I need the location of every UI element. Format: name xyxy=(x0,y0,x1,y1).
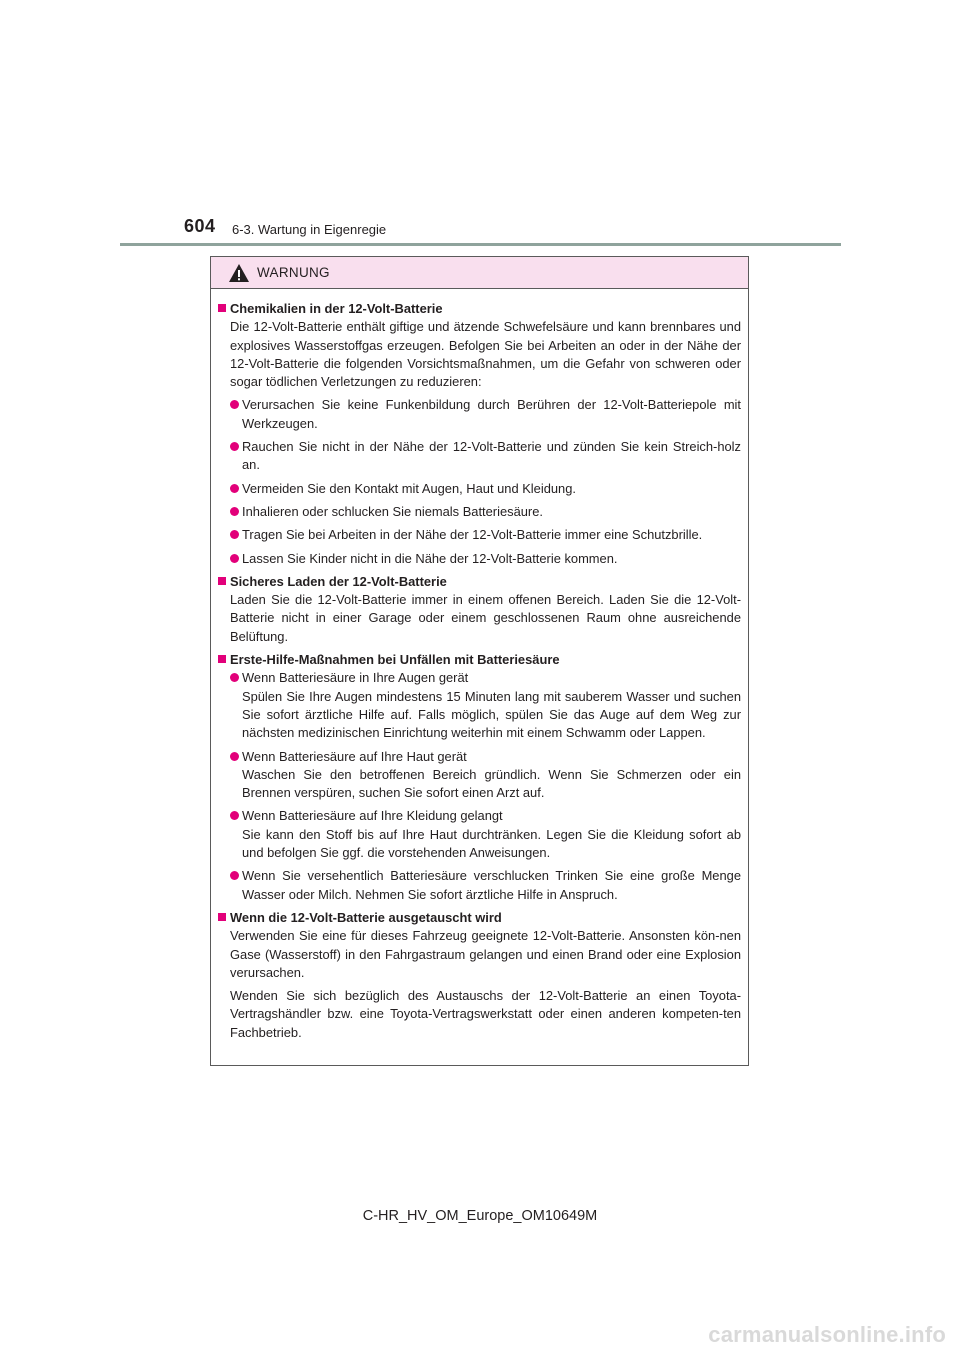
square-bullet-icon xyxy=(218,655,226,663)
round-bullet-icon xyxy=(230,752,239,761)
round-bullet-icon xyxy=(230,442,239,451)
list-item-body xyxy=(242,438,741,475)
warning-topic xyxy=(218,300,741,568)
warning-label: WARNUNG xyxy=(257,265,330,280)
round-bullet-icon xyxy=(230,400,239,409)
square-bullet-icon xyxy=(218,577,226,585)
watermark: carmanualsonline.info xyxy=(708,1322,946,1347)
square-bullet-icon xyxy=(218,913,226,921)
list-item-text: Tragen Sie bei Arbeiten in der Nähe der 12-Volt-Batterie immer eine Schutzbrille. xyxy=(242,527,703,543)
topic-title: Erste-Hilfe-Maßnahmen bei Unfällen mit Batteriesäure xyxy=(230,652,560,668)
list-item-body xyxy=(242,503,741,521)
list-item xyxy=(218,867,741,904)
topic-heading xyxy=(218,651,741,669)
list-item-body xyxy=(242,669,741,742)
list-item xyxy=(218,550,741,568)
topic-title: Sicheres Laden der 12-Volt-Batterie xyxy=(230,573,447,589)
round-bullet-icon xyxy=(230,554,239,563)
list-item-heading: Wenn Batteriesäure auf Ihre Haut gerät xyxy=(242,748,467,764)
list-item-text: Inhalieren oder schlucken Sie niemals Batteriesäure. xyxy=(242,503,543,519)
list-item xyxy=(218,526,741,544)
round-bullet-icon xyxy=(230,484,239,493)
round-bullet-icon xyxy=(230,530,239,539)
list-item-text: Wenn Sie versehentlich Batteriesäure verschlucken Trinken Sie eine große Menge Wasser oder Milch. Nehmen Sie sofort ärztliche Hilfe in Anspruch. xyxy=(242,868,741,902)
list-item-body xyxy=(242,526,741,544)
list-item-text: Rauchen Sie nicht in der Nähe der 12-Volt-Batterie und zünden Sie kein Streich-holz an. xyxy=(242,439,741,473)
warning-topic xyxy=(218,909,741,1042)
round-bullet-icon xyxy=(230,871,239,880)
round-bullet-icon xyxy=(230,811,239,820)
topic-heading xyxy=(218,909,741,927)
list-item-heading: Wenn Batteriesäure in Ihre Augen gerät xyxy=(242,670,469,686)
list-item-text: Sie kann den Stoff bis auf Ihre Haut durchtränken. Legen Sie die Kleidung sofort ab und befolgen Sie ggf. die vorstehenden Anweisungen. xyxy=(242,826,741,861)
warning-topic xyxy=(218,651,741,904)
list-item-body xyxy=(242,550,741,568)
header-rule xyxy=(120,243,841,246)
list-item-body xyxy=(242,748,741,803)
list-item-text: Verursachen Sie keine Funkenbildung durch Berühren der 12-Volt-Batteriepole mit Werkzeugen. xyxy=(242,397,741,431)
topic-heading xyxy=(218,300,741,318)
list-item xyxy=(218,438,741,475)
topic-paragraph: Laden Sie die 12-Volt-Batterie immer in einem offenen Bereich. Laden Sie die 12-Volt-Batterie nicht in einer Garage oder einem geschlossenen Raum ohne ausreichende Belüftung. xyxy=(230,592,741,644)
topic-title: Chemikalien in der 12-Volt-Batterie xyxy=(230,301,443,316)
list-item-heading: Wenn Batteriesäure auf Ihre Kleidung gelangt xyxy=(242,808,503,824)
topic-title: Wenn die 12-Volt-Batterie ausgetauscht wird xyxy=(230,909,502,925)
list-item xyxy=(218,480,741,498)
list-item-body xyxy=(242,396,741,433)
list-item-text: Lassen Sie Kinder nicht in die Nähe der 12-Volt-Batterie kommen. xyxy=(242,550,618,566)
list-item-text: Waschen Sie den betroffenen Bereich gründlich. Wenn Sie Schmerzen oder ein Brennen verspüren, suchen Sie sofort einen Arzt auf. xyxy=(242,766,741,801)
list-item-text: Vermeiden Sie den Kontakt mit Augen, Haut und Kleidung. xyxy=(242,480,576,496)
round-bullet-icon xyxy=(230,673,239,682)
round-bullet-icon xyxy=(230,507,239,516)
list-item xyxy=(218,807,741,862)
section-title: 6-3. Wartung in Eigenregie xyxy=(232,222,387,237)
list-item xyxy=(218,396,741,433)
list-item xyxy=(218,748,741,803)
warning-header xyxy=(211,257,748,289)
topic-paragraph: Verwenden Sie eine für dieses Fahrzeug geeignete 12-Volt-Batterie. Ansonsten kön-nen Gase (Wasserstoff) in den Fahrgastraum gelangen und einen Brand oder eine Explosion verursachen. xyxy=(230,928,741,980)
topic-paragraph: Die 12-Volt-Batterie enthält giftige und ätzende Schwefelsäure und kann brennbares und explosives Wasserstoffgas erzeugen. Befolgen Sie bei Arbeiten an oder in der Nähe der 12-Volt-Batterie die folgenden Vorsichtsmaßnahmen, um die Gefahr von schweren oder sogar tödlichen Verletzungen zu reduzieren: xyxy=(230,319,741,390)
warning-box xyxy=(210,256,749,1066)
document-code: C-HR_HV_OM_Europe_OM10649M xyxy=(362,1208,598,1224)
list-item-body xyxy=(242,807,741,862)
list-item-text: Spülen Sie Ihre Augen mindestens 15 Minuten lang mit sauberem Wasser und suchen Sie sofort ärztliche Hilfe auf. Falls möglich, spülen Sie das Auge auf dem Weg zur nächsten medizinischen Einrichtung weiterhin mit einem Schwamm oder Lappen. xyxy=(242,688,741,741)
square-bullet-icon xyxy=(218,304,226,312)
topic-paragraph: Wenden Sie sich bezüglich des Austauschs der 12-Volt-Batterie an einen Toyota-Vertragshändler bzw. eine Toyota-Vertragswerkstatt oder einen anderen kompeten-ten Fachbetrieb. xyxy=(230,988,741,1040)
warning-triangle-icon xyxy=(228,263,250,283)
warning-topic xyxy=(218,573,741,646)
topic-heading xyxy=(218,573,741,591)
list-item-body xyxy=(242,867,741,904)
page-number: 604 xyxy=(184,216,216,236)
list-item-body xyxy=(242,480,741,498)
list-item xyxy=(218,503,741,521)
list-item xyxy=(218,669,741,742)
warning-body xyxy=(211,289,748,1042)
